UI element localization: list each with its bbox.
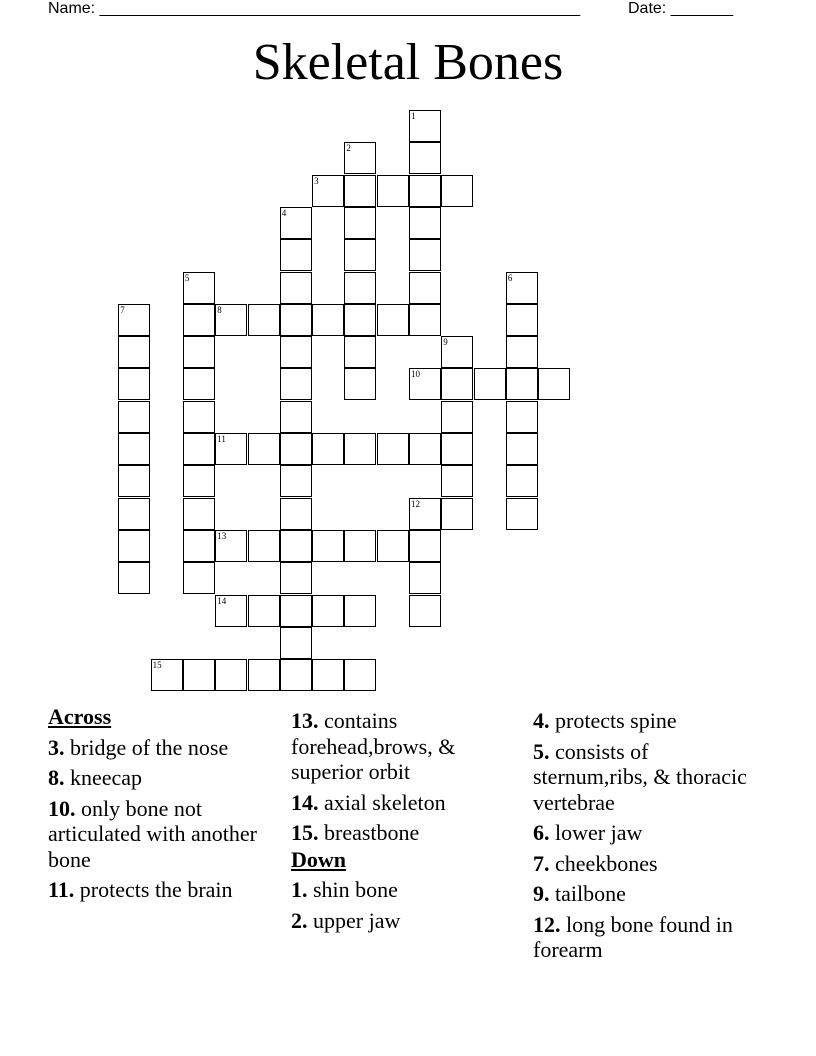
grid-cell[interactable] [183,433,215,465]
clue-item [533,739,768,816]
grid-cell[interactable] [441,433,473,465]
clue-item [48,796,283,873]
grid-cell[interactable] [377,433,409,465]
grid-cell[interactable] [506,336,538,368]
clue-item-text: long bone found in forearm [533,911,733,962]
grid-cell[interactable] [377,304,409,336]
grid-cell[interactable] [409,530,441,562]
clue-item-number: 15. [291,820,319,845]
grid-cell[interactable] [183,336,215,368]
grid-cell[interactable] [183,498,215,530]
clue-item-number: 7. [533,850,550,876]
grid-cell[interactable] [344,336,376,368]
grid-cell[interactable] [409,595,441,627]
grid-cell[interactable] [215,433,247,465]
grid-cell[interactable] [280,336,312,368]
grid-cell[interactable] [183,659,215,691]
grid-cell[interactable] [248,595,280,627]
clue-item-text: axial skeleton [324,789,446,815]
clue-number: 2 [346,143,351,154]
grid-cell[interactable] [280,595,312,627]
grid-cell[interactable] [248,530,280,562]
grid-cell[interactable] [312,175,344,207]
clue-item [533,881,768,907]
grid-cell[interactable] [215,659,247,691]
grid-cell[interactable] [280,562,312,594]
clue-number: 1 [411,111,416,121]
clue-item [291,908,526,934]
grid-cell[interactable] [344,207,376,239]
clue-number: 5 [184,272,190,283]
clue-item [533,912,768,963]
grid-cell[interactable] [409,239,441,271]
grid-cell[interactable] [409,272,441,304]
grid-cell[interactable] [409,368,441,400]
grid-cell[interactable] [280,368,312,400]
grid-cell[interactable] [312,595,344,627]
clue-item [533,820,768,846]
grid-cell[interactable] [538,368,570,400]
clue-item [291,708,526,785]
clue-number: 4 [281,207,287,218]
clue-number: 12 [411,498,420,509]
clue-number: 13 [217,530,227,541]
grid-cell[interactable] [441,465,473,497]
clue-item-number: 1. [291,877,308,902]
grid-cell[interactable] [118,530,150,562]
grid-cell[interactable] [280,498,312,530]
grid-cell[interactable] [183,272,215,304]
clue-item-text: upper jaw [313,907,401,933]
grid-cell[interactable] [506,498,538,530]
grid-cell[interactable] [344,368,376,400]
grid-cell[interactable] [409,304,441,336]
clue-number: 3 [314,175,319,186]
clue-number: 9 [443,337,448,348]
grid-cell[interactable] [377,530,409,562]
grid-cell[interactable] [441,368,473,400]
clue-item-text: lower jaw [555,820,643,845]
grid-cell[interactable] [344,304,376,336]
grid-cell[interactable] [474,368,506,400]
grid-cell[interactable] [118,562,150,594]
clue-item-text: breastbone [324,820,420,845]
clue-column-2 [291,703,526,933]
grid-cell[interactable] [409,207,441,239]
grid-cell[interactable] [248,659,280,691]
clue-item [291,877,526,903]
grid-cell[interactable] [409,433,441,465]
clue-item-number: 13. [291,708,319,733]
clue-item-text: tailbone [555,881,626,906]
grid-cell[interactable] [118,433,150,465]
clue-item-text: shin bone [313,877,398,902]
grid-cell[interactable] [506,368,538,400]
grid-cell[interactable] [280,401,312,433]
grid-cell[interactable] [409,142,441,174]
clue-item [48,877,283,903]
grid-cell[interactable] [506,433,538,465]
grid-cell[interactable] [441,401,473,433]
grid-cell[interactable] [506,401,538,433]
grid-cell[interactable] [441,175,473,207]
grid-cell[interactable] [506,465,538,497]
grid-cell[interactable] [441,336,473,368]
grid-cell[interactable] [344,595,376,627]
date-field[interactable]: Date: _______ [628,0,733,17]
grid-cell[interactable] [344,272,376,304]
grid-cell[interactable] [118,304,150,336]
clue-item-text: only bone not articulated with another bone [48,795,257,872]
grid-cell[interactable] [248,433,280,465]
grid-cell[interactable] [118,498,150,530]
grid-cell[interactable] [280,304,312,336]
grid-cell[interactable] [441,498,473,530]
name-field[interactable]: Name: ______________________________________________________ [48,0,581,17]
clue-number: 7 [120,304,125,315]
clue-item-number: 11. [48,877,75,902]
grid-cell[interactable] [118,336,150,368]
grid-cell[interactable] [280,530,312,562]
clue-item [533,708,768,734]
grid-cell[interactable] [215,530,247,562]
clue-item [48,765,283,791]
clue-item-number: 3. [48,734,65,760]
grid-cell[interactable] [344,433,376,465]
clue-item-number: 10. [48,795,76,821]
grid-cell[interactable] [280,272,312,304]
grid-cell[interactable] [409,562,441,594]
grid-cell[interactable] [183,368,215,400]
clue-item-number: 12. [533,911,561,937]
clue-column-1 [48,703,283,903]
grid-cell[interactable] [118,465,150,497]
clue-item [48,735,283,761]
grid-cell[interactable] [344,142,376,174]
clue-item-text: consists of sternum,ribs, & thoracic vertebrae [533,738,747,815]
clue-item [291,790,526,816]
clue-item-number: 8. [48,765,65,790]
clue-item-text: kneecap [70,765,143,790]
grid-cell[interactable] [118,368,150,400]
grid-cell[interactable] [312,659,344,691]
grid-cell[interactable] [183,562,215,594]
clue-number: 6 [507,272,513,283]
clue-item-number: 6. [533,820,550,845]
grid-cell[interactable] [183,401,215,433]
down-heading: Down [291,846,347,872]
grid-cell[interactable] [344,239,376,271]
grid-cell[interactable] [280,239,312,271]
grid-cell[interactable] [344,659,376,691]
grid-cell[interactable] [377,175,409,207]
clue-item-number: 2. [291,907,308,933]
clue-number: 11 [217,434,226,444]
grid-cell[interactable] [183,530,215,562]
grid-cell[interactable] [118,401,150,433]
grid-cell[interactable] [151,659,183,691]
grid-cell[interactable] [280,659,312,691]
grid-cell[interactable] [312,530,344,562]
clue-number: 10 [411,369,420,380]
grid-cell[interactable] [215,595,247,627]
grid-cell[interactable] [409,110,441,142]
clue-number: 15 [152,660,162,671]
grid-cell[interactable] [344,530,376,562]
clue-column-3 [533,703,768,963]
clue-number: 14 [217,595,227,606]
grid-cell[interactable] [344,175,376,207]
grid-cell[interactable] [215,304,247,336]
page-title: Skeletal Bones [252,34,564,91]
grid-cell[interactable] [280,627,312,659]
grid-cell[interactable] [280,433,312,465]
grid-cell[interactable] [409,498,441,530]
clue-item-text: protects spine [555,708,677,733]
grid-cell[interactable] [506,304,538,336]
clue-item-text: contains forehead,brows, & superior orbit [291,708,456,784]
clue-item-number: 4. [533,708,550,733]
clue-item-text: protects the brain [79,877,233,902]
grid-cell[interactable] [506,272,538,304]
clue-item-number: 5. [533,738,550,764]
grid-cell[interactable] [248,304,280,336]
grid-cell[interactable] [183,465,215,497]
clue-item-number: 9. [533,881,550,906]
clue-item [291,820,526,846]
clue-item-text: cheekbones [555,850,658,876]
grid-cell[interactable] [312,433,344,465]
grid-cell[interactable] [183,304,215,336]
clue-item-number: 14. [291,789,319,815]
grid-cell[interactable] [409,175,441,207]
clue-item [533,851,768,877]
clue-item-text: bridge of the nose [70,734,229,760]
grid-cell[interactable] [280,207,312,239]
clue-number: 8 [217,304,222,315]
across-heading: Across [48,704,112,729]
grid-cell[interactable] [312,304,344,336]
grid-cell[interactable] [280,465,312,497]
